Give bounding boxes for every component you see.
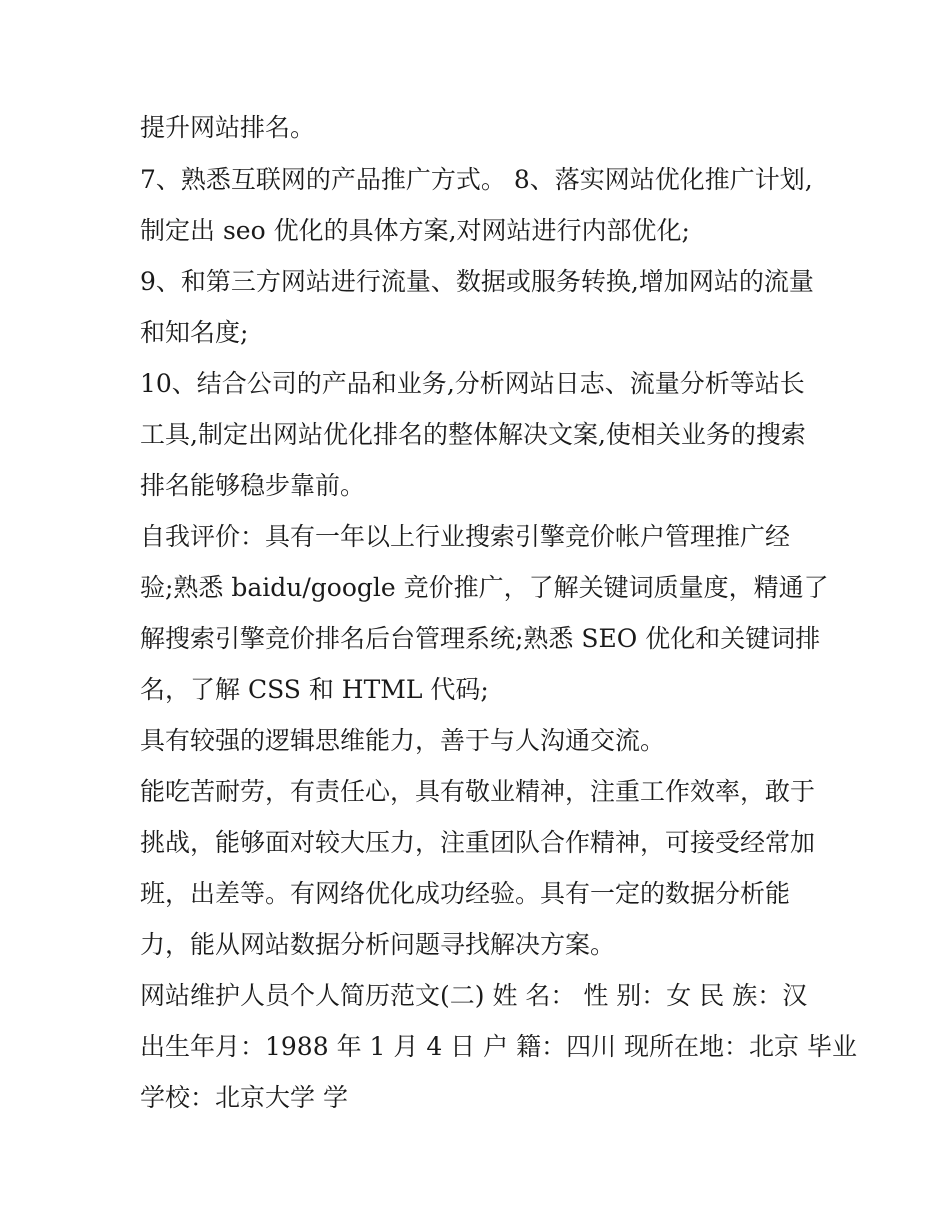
text-line: 7、熟悉互联网的产品推广方式。 8、落实网站优化推广计划, xyxy=(140,165,813,194)
text-line: 自我评价：具有一年以上行业搜索引擎竞价帐户管理推广经 xyxy=(140,522,791,551)
text-line: 名，了解 CSS 和 HTML 代码; xyxy=(140,675,489,704)
text-line: 挑战，能够面对较大压力，注重团队合作精神，可接受经常加 xyxy=(140,828,816,857)
text-line: 工具,制定出网站优化排名的整体解决文案,使相关业务的搜索 xyxy=(140,420,806,449)
text-line: 能吃苦耐劳，有责任心，具有敬业精神，注重工作效率，敢于 xyxy=(140,777,816,806)
text-line: 制定出 seo 优化的具体方案,对网站进行内部优化; xyxy=(140,216,690,245)
text-line: 学校：北京大学 学 xyxy=(140,1083,348,1112)
text-line: 提升网站排名。 xyxy=(140,113,316,142)
text-line: 出生年月：1988 年 1 月 4 日 户 籍：四川 现所在地：北京 毕业 xyxy=(140,1032,857,1061)
text-line: 10、结合公司的产品和业务,分析网站日志、流量分析等站长 xyxy=(140,369,805,398)
text-line: 网站维护人员个人简历范文(二) 姓 名： 性 别：女 民 族：汉 xyxy=(140,981,808,1010)
text-line: 9、和第三方网站进行流量、数据或服务转换,增加网站的流量 xyxy=(140,267,814,296)
text-line: 力，能从网站数据分析问题寻找解决方案。 xyxy=(140,930,616,959)
text-line: 验;熟悉 baidu/google 竞价推广，了解关键词质量度，精通了 xyxy=(140,573,829,602)
text-line: 排名能够稳步靠前。 xyxy=(140,471,366,500)
text-line: 班，出差等。有网络优化成功经验。具有一定的数据分析能 xyxy=(140,879,791,908)
text-line: 具有较强的逻辑思维能力，善于与人沟通交流。 xyxy=(140,726,666,755)
text-line: 和知名度; xyxy=(140,318,249,347)
text-line: 解搜索引擎竞价排名后台管理系统;熟悉 SEO 优化和关键词排 xyxy=(140,624,821,653)
